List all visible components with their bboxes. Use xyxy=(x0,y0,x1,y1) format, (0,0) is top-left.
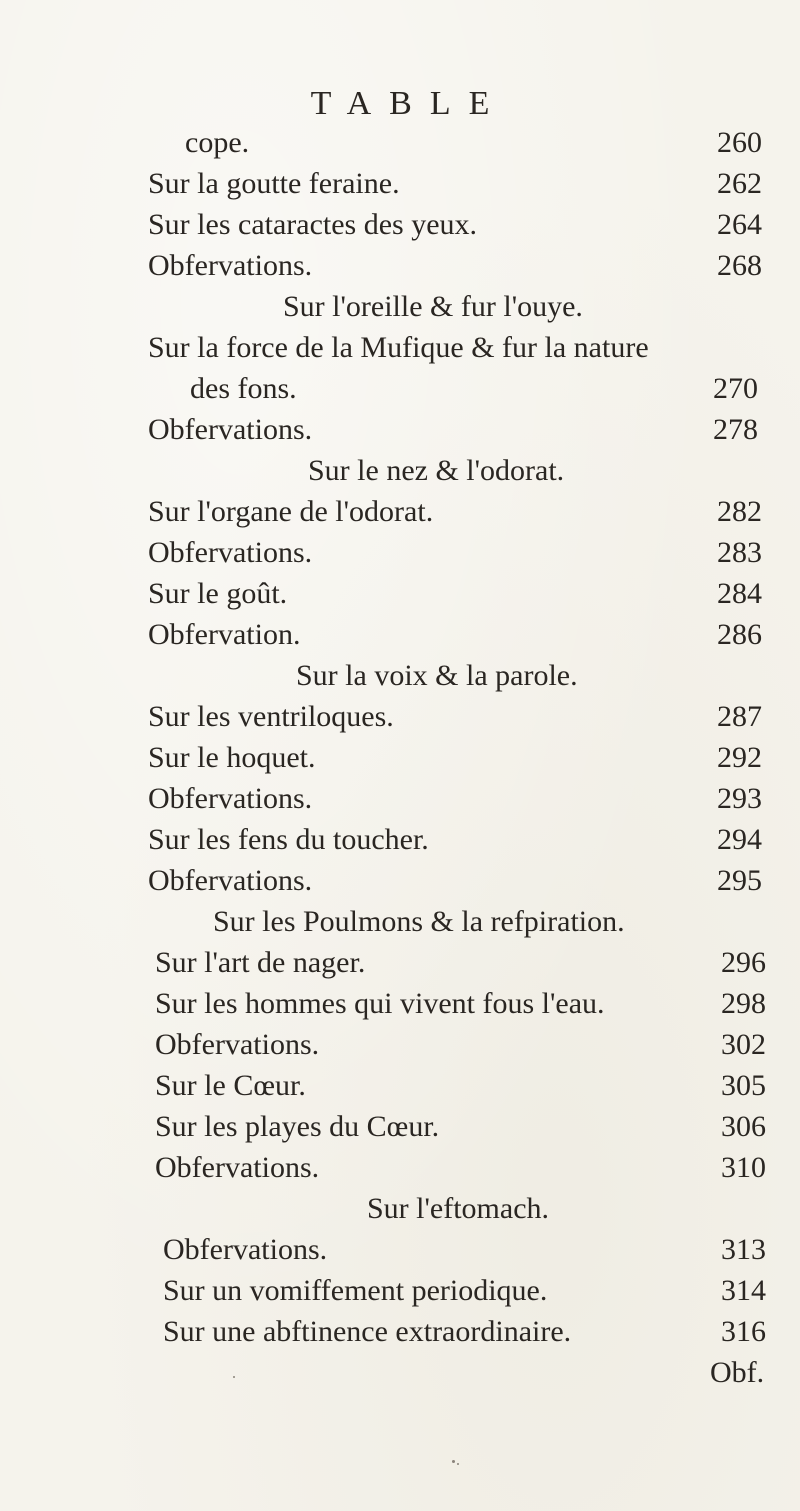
entry-title: Obfervations. xyxy=(155,1028,320,1061)
ink-speck xyxy=(457,1463,459,1465)
entry-page: 278 xyxy=(713,413,758,446)
entry-title: Sur les playes du Cœur. xyxy=(155,1110,440,1143)
entry-title: des fons. xyxy=(190,372,297,405)
ink-speck xyxy=(233,1376,235,1378)
toc-entry xyxy=(0,205,800,245)
entry-title: Sur un vomiffement periodique. xyxy=(163,1274,548,1307)
toc-entry xyxy=(0,697,800,737)
entry-page: 268 xyxy=(717,249,762,282)
page-heading: TABLE xyxy=(310,85,508,122)
entry-title: Obfervations. xyxy=(148,782,313,815)
entry-title: Sur le Cœur. xyxy=(155,1069,306,1102)
toc-entry xyxy=(0,574,800,614)
entry-title: Obfervations. xyxy=(148,249,313,282)
toc-entry xyxy=(0,1271,800,1311)
entry-page: 316 xyxy=(721,1315,766,1348)
toc-entry xyxy=(0,164,800,204)
entry-title: Sur les hommes qui vivent fous l'eau. xyxy=(155,987,605,1020)
section-title: Sur la voix & la parole. xyxy=(296,659,578,692)
toc-entry xyxy=(0,984,800,1024)
entry-title: cope. xyxy=(185,126,250,159)
entry-title: Sur l'art de nager. xyxy=(155,946,366,979)
entry-page: 293 xyxy=(717,782,762,815)
toc-entry xyxy=(0,861,800,901)
section-title: Sur le nez & l'odorat. xyxy=(308,454,565,487)
toc-entry xyxy=(0,615,800,655)
entry-title: Sur la goutte feraine. xyxy=(148,167,400,200)
toc-entry xyxy=(0,943,800,983)
entry-page: 306 xyxy=(721,1110,766,1143)
entry-title: Obfervations. xyxy=(148,536,313,569)
toc-entry xyxy=(0,492,800,532)
entry-page: 282 xyxy=(717,495,762,528)
entry-page: 302 xyxy=(721,1028,766,1061)
section-title: Sur les Poulmons & la refpiration. xyxy=(213,905,625,938)
toc-entry xyxy=(0,820,800,860)
section-title: Sur l'oreille & fur l'ouye. xyxy=(283,290,583,323)
toc-entry xyxy=(0,246,800,286)
section-heading xyxy=(0,451,800,491)
toc-entry xyxy=(0,1025,800,1065)
entry-title: Obfervation. xyxy=(148,618,301,651)
section-heading xyxy=(0,656,800,696)
entry-page: 284 xyxy=(717,577,762,610)
entry-title: Sur une abftinence extraordinaire. xyxy=(163,1315,572,1348)
toc-entry xyxy=(0,779,800,819)
toc-entry xyxy=(0,533,800,573)
toc-entry xyxy=(0,1230,800,1270)
toc-entry xyxy=(0,1066,800,1106)
toc-entry xyxy=(0,1107,800,1147)
section-heading xyxy=(0,902,800,942)
entry-page: 292 xyxy=(717,741,762,774)
entry-page: 283 xyxy=(717,536,762,569)
entry-page: 264 xyxy=(717,208,762,241)
entry-page: 270 xyxy=(713,372,758,405)
entry-title: Obfervations. xyxy=(148,413,313,446)
entry-page: 314 xyxy=(721,1274,766,1307)
entry-page: 262 xyxy=(717,167,762,200)
toc-entry xyxy=(0,1148,800,1188)
toc-entry xyxy=(0,738,800,778)
toc-entry xyxy=(0,369,800,409)
toc-entry xyxy=(0,123,800,163)
entry-page: 260 xyxy=(717,126,762,159)
entry-title: Sur l'organe de l'odorat. xyxy=(148,495,434,528)
entry-title: Sur le goût. xyxy=(148,577,288,610)
catchword: Obf. xyxy=(710,1356,765,1389)
toc-entry xyxy=(0,410,800,450)
entry-title: Obfervations. xyxy=(163,1233,328,1266)
entry-page: 295 xyxy=(717,864,762,897)
entry-title: Sur les ventriloques. xyxy=(148,700,394,733)
entry-title: Sur le hoquet. xyxy=(148,741,316,774)
toc-entry xyxy=(0,1312,800,1352)
entry-page: 313 xyxy=(721,1233,766,1266)
entry-page: 310 xyxy=(721,1151,766,1184)
entry-title: Sur les fens du toucher. xyxy=(148,823,429,856)
entry-page: 296 xyxy=(721,946,766,979)
entry-page: 298 xyxy=(721,987,766,1020)
entry-title: Sur les cataractes des yeux. xyxy=(148,208,478,241)
entry-page: 294 xyxy=(717,823,762,856)
section-title: Sur l'eftomach. xyxy=(367,1192,550,1225)
entry-title: Obfervations. xyxy=(155,1151,320,1184)
entry-title: Sur la force de la Mufique & fur la nature xyxy=(148,331,649,364)
section-heading xyxy=(0,1189,800,1229)
entry-title: Obfervations. xyxy=(148,864,313,897)
section-heading xyxy=(0,287,800,327)
ink-speck xyxy=(452,1460,455,1463)
toc-entry xyxy=(0,328,800,368)
entry-page: 286 xyxy=(717,618,762,651)
entry-page: 305 xyxy=(721,1069,766,1102)
entry-page: 287 xyxy=(717,700,762,733)
